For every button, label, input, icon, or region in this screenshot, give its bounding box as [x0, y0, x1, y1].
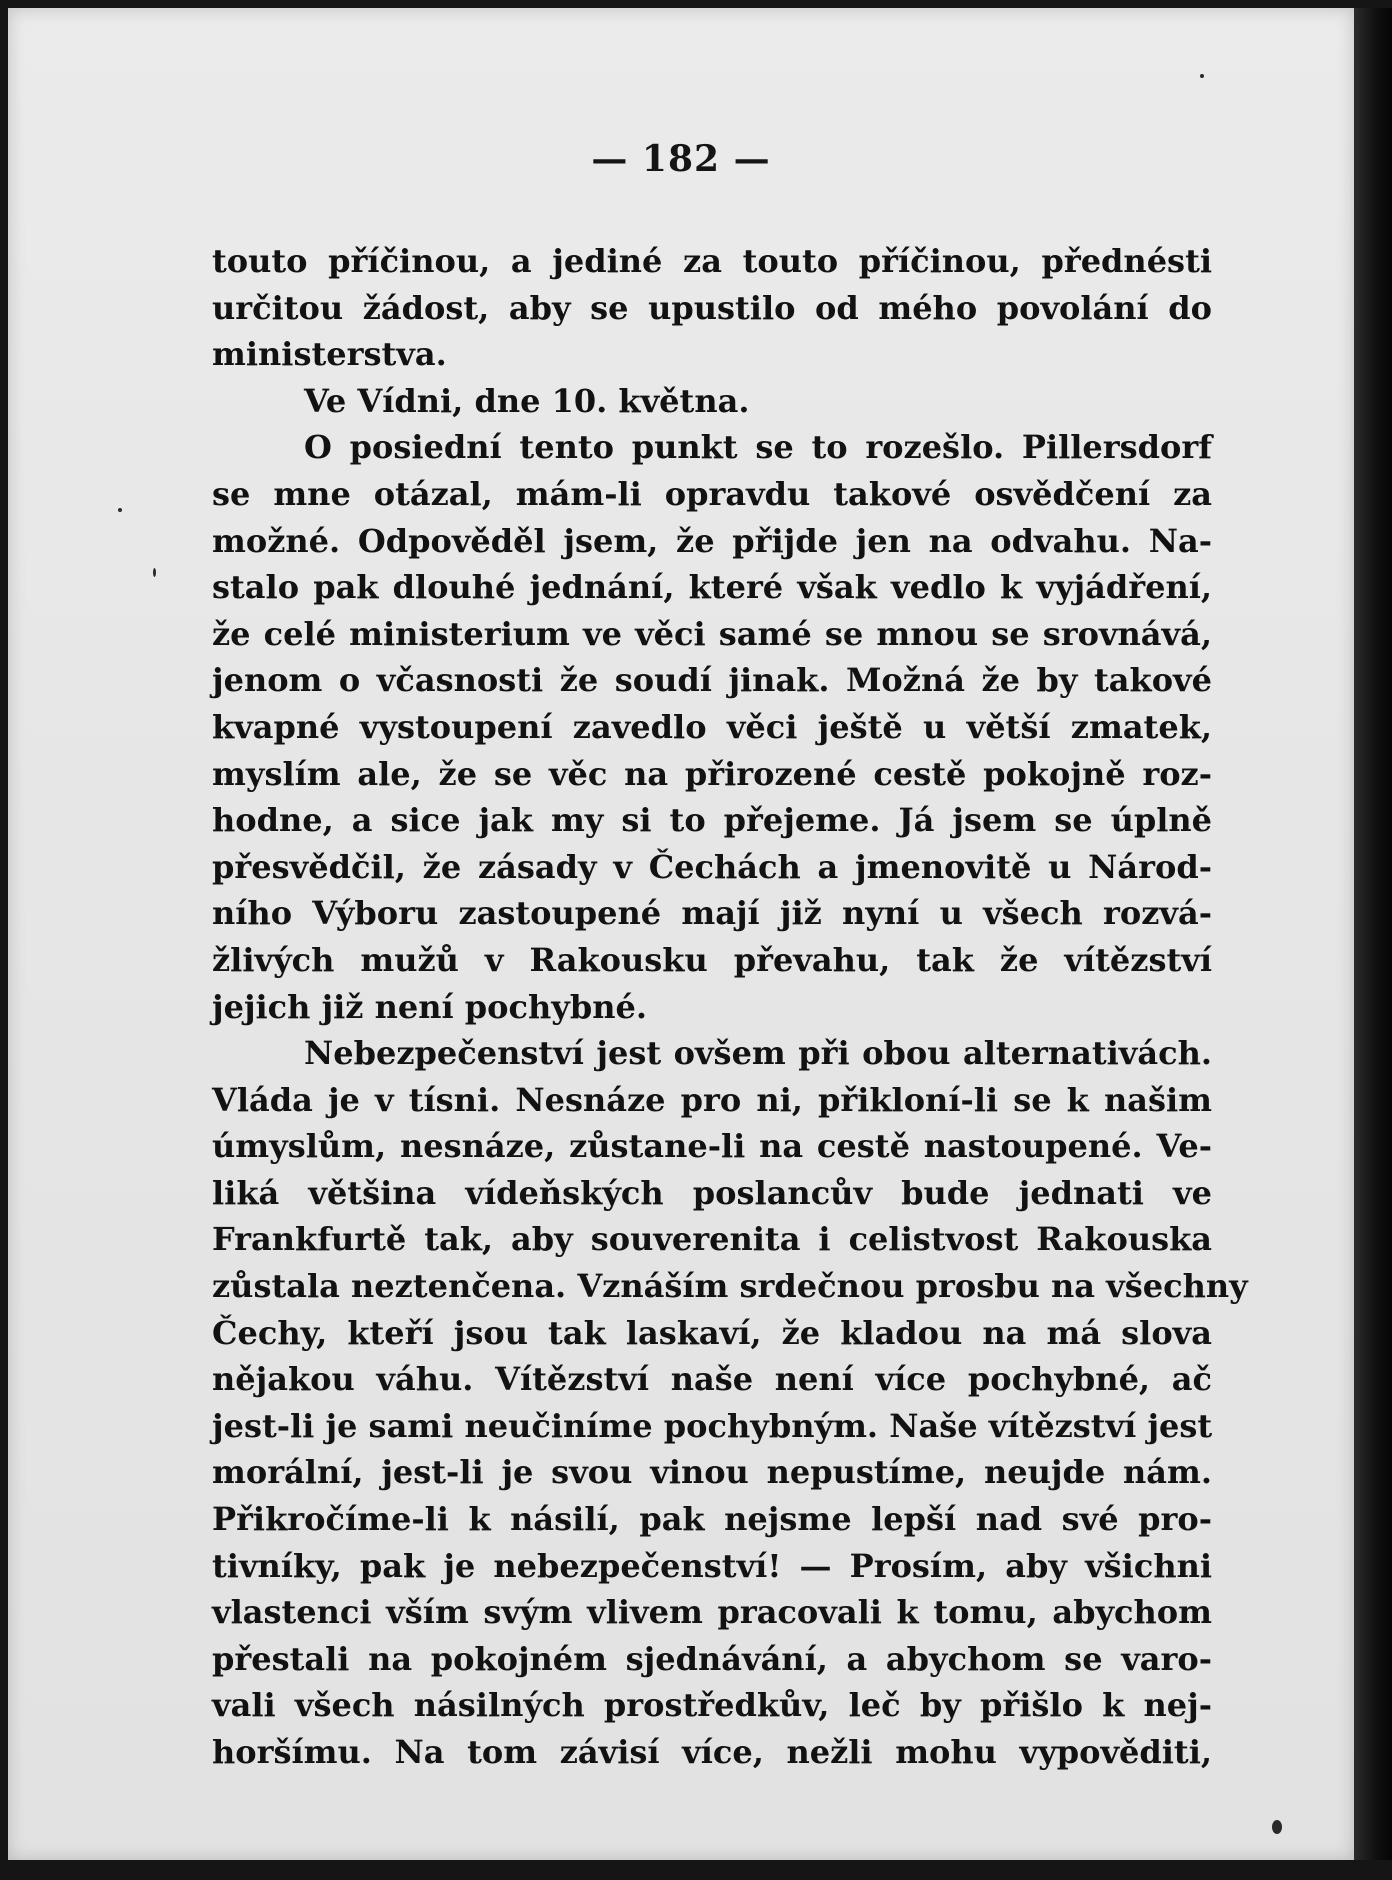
text-line: Ve Vídni, dne 10. května. [304, 381, 750, 420]
text-line: hodne, a sice jak my si to přejeme. Já jsem se úplně [212, 801, 1212, 840]
page-number: — 182 — [591, 138, 771, 180]
text-line: vlastenci vším svým vlivem pracovali k tomu, abychom [212, 1593, 1212, 1632]
text-line: možné. Odpověděl jsem, že přijde jen na odvahu. Na- [212, 521, 1212, 560]
text-line: ministerstva. [212, 335, 447, 374]
ink-speck [1272, 1820, 1282, 1834]
text-line: liká většina vídeňských poslancův bude jednati ve [212, 1173, 1212, 1212]
text-line: žlivých mužů v Rakousku převahu, tak že vítězství [212, 940, 1212, 979]
text-line: Přikročíme-li k násilí, pak nejsme lepší nad své pro- [212, 1500, 1212, 1539]
text-line: stalo pak dlouhé jednání, které však vedlo k vyjádření, [212, 568, 1212, 607]
text-line: Frankfurtě tak, aby souverenita i celistvost Rakouska [212, 1220, 1212, 1259]
ink-speck [153, 568, 156, 577]
text-line: nějakou váhu. Vítězství naše není více pochybné, ač [212, 1360, 1212, 1399]
text-line: přestali na pokojném sjednávání, a abychom se varo- [212, 1639, 1212, 1678]
text-line: jenom o včasnosti že soudí jinak. Možná že by takové [212, 661, 1212, 700]
text-line: horšímu. Na tom závisí více, nežli mohu vypověditi, [212, 1733, 1212, 1771]
paper-sheet [8, 8, 1354, 1860]
text-line: O posiední tento punkt se to rozešlo. Pillersdorf [304, 428, 1212, 467]
text-line: ního Výboru zastoupené mají již nyní u všech rozvá- [212, 894, 1212, 933]
text-line: vali všech násilných prostředkův, leč by přišlo k nej- [212, 1686, 1212, 1725]
text-line: touto příčinou, a jediné za touto příčinou, přednésti [212, 242, 1212, 280]
text-line: přesvědčil, že zásady v Čechách a jmenovitě u Národ- [212, 847, 1212, 886]
text-line: jest-li je sami neučiníme pochybným. Naše vítězství jest [212, 1406, 1213, 1445]
text-line: morální, jest-li je svou vinou nepustíme, neujde nám. [212, 1453, 1212, 1492]
body-text [212, 238, 1248, 1776]
page-shadow-edge [1354, 8, 1392, 1860]
text-line: tivníky, pak je nebezpečenství! — Prosím, aby všichni [212, 1546, 1212, 1585]
text-line: se mne otázal, mám-li opravdu takové osvědčení za [212, 474, 1212, 513]
text-line: úmyslům, nesnáze, zůstane-li na cestě nastoupené. Ve- [212, 1127, 1212, 1166]
ink-speck [1200, 74, 1204, 78]
text-line: že celé ministerium ve věci samé se mnou se srovnává, [212, 614, 1212, 653]
text-line: jejich již není pochybné. [212, 987, 647, 1026]
text-line: Čechy, kteří jsou tak laskaví, že kladou na má slova [212, 1313, 1212, 1352]
text-line: určitou žádost, aby se upustilo od mého povolání do [212, 288, 1212, 327]
text-line: myslím ale, že se věc na přirozené cestě pokojně roz- [212, 754, 1212, 793]
text-line: Nebezpečenství jest ovšem při obou alternativách. [304, 1034, 1212, 1073]
text-line: zůstala neztenčena. Vznáším srdečnou prosbu na všechny [212, 1267, 1248, 1306]
text-line: Vláda je v tísni. Nesnáze pro ni, přikloní-li se k našim [212, 1080, 1212, 1119]
text-line: kvapné vystoupení zavedlo věci ještě u větší zmatek, [212, 707, 1212, 746]
ink-speck [118, 508, 122, 512]
